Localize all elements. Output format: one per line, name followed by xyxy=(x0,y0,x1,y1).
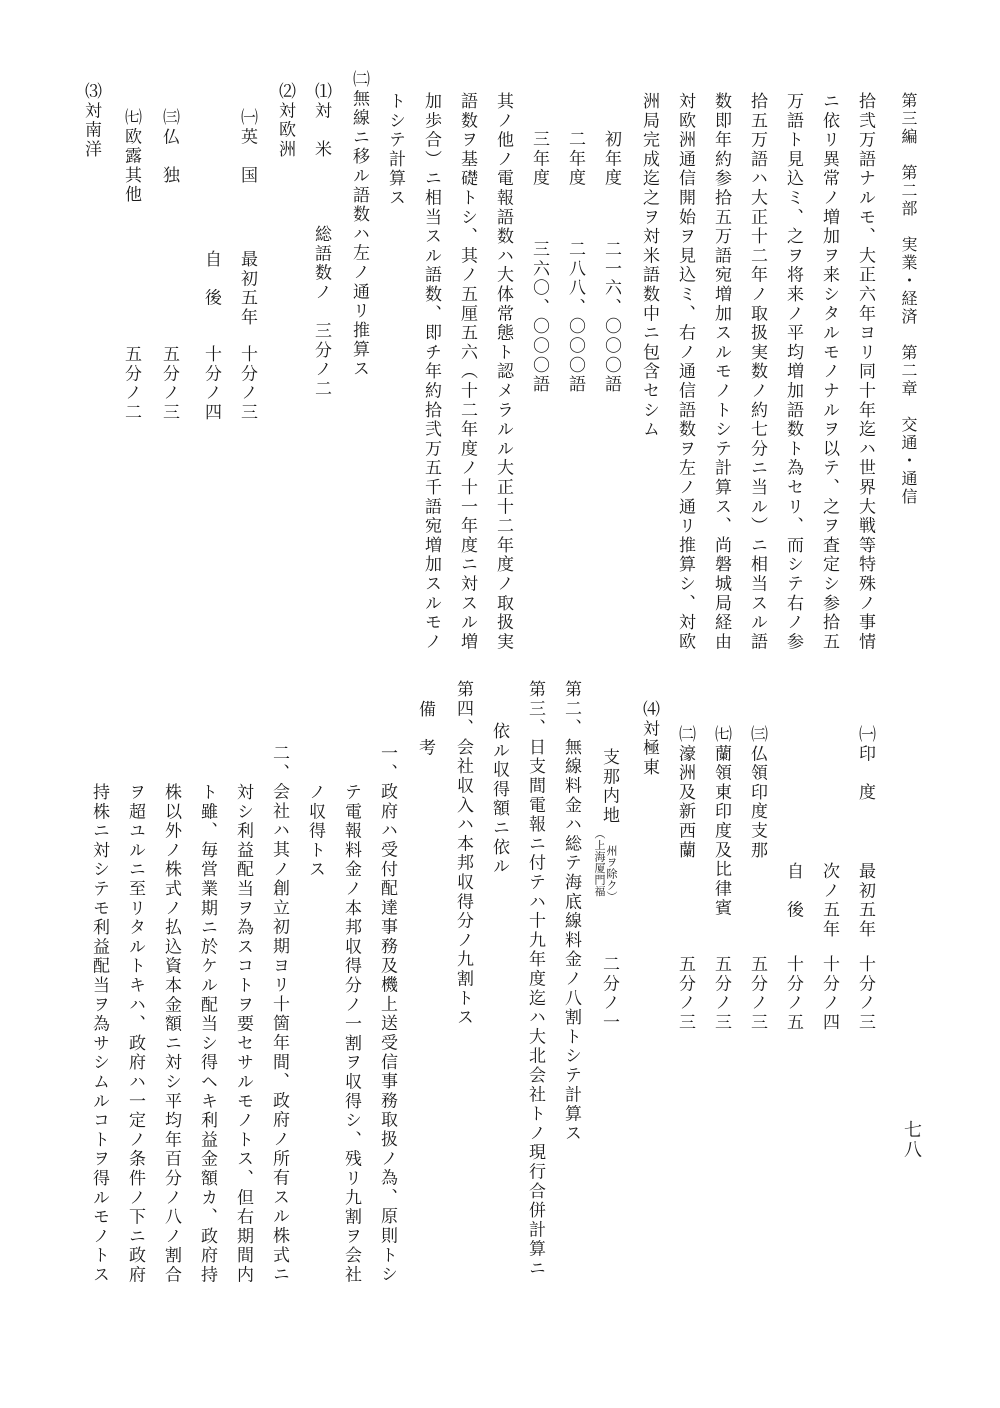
india-after: 自 後 xyxy=(783,862,803,920)
item-line: 依ル収得額ニ依ル xyxy=(489,722,509,877)
note-line: ノ収得トス xyxy=(305,783,325,880)
fr-de-value: 五分ノ三 xyxy=(159,345,179,423)
note-line: 一、政府ハ受付配達事務及機上送受信事務取扱ノ為、原則トシ xyxy=(377,744,397,1285)
note-line: 二、会社ハ其ノ創立初期ヨリ十箇年間、政府ノ所有スル株式ニ xyxy=(269,744,289,1285)
uk-after: 自 後 xyxy=(201,250,221,308)
item-line: 第四、会社収入ハ本邦収得分ノ九割トス xyxy=(453,680,473,1028)
australia-value: 五分ノ三 xyxy=(675,955,695,1033)
page-number: 七八 xyxy=(901,1120,922,1160)
dutch-indies-label: ㈦蘭領東印度及比律賓 xyxy=(711,725,731,918)
us-label: ⑴対 米 xyxy=(311,82,331,160)
item-line: 第三、日支間電報ニ付テハ十九年度迄ハ大北会社トノ現行合併計算ニ xyxy=(525,680,545,1279)
india-next-value: 十分ノ四 xyxy=(819,955,839,1033)
year-value: 二一六、〇〇〇語 xyxy=(601,240,621,395)
note-line: 対シ利益配当ヲ為スコトヲ要セサルモノトス、但右期間内 xyxy=(233,783,253,1285)
section-heading: ㈡無線ニ移ル語数ハ左ノ通リ推算ス xyxy=(349,70,369,379)
eu-other-label: ㈦欧露其他 xyxy=(121,108,141,205)
china-value: 二分ノ一 xyxy=(599,955,619,1033)
note-line: 持株ニ対シテモ利益配当ヲ為サシムルコトヲ得ルモノトス xyxy=(89,783,109,1285)
fr-india-value: 五分ノ三 xyxy=(747,955,767,1033)
fr-de-label: ㈢仏 独 xyxy=(159,108,179,186)
europe-label: ⑵対欧洲 xyxy=(275,82,295,160)
dutch-indies-value: 五分ノ三 xyxy=(711,955,731,1033)
note-line: 株以外ノ株式ノ払込資本金額ニ対シ平均年百分ノ八ノ割合 xyxy=(161,783,181,1285)
far-east-label: ⑷対極東 xyxy=(639,700,659,778)
para1-line: 拾弐万語ナルモ、大正六年ヨリ同十年迄ハ世界大戦等特殊ノ事情 xyxy=(855,92,875,652)
note-line: ト雖、毎営業期ニ於ケル配当シ得ヘキ利益金額カ、政府持 xyxy=(197,783,217,1285)
para2-line: トシテ計算ス xyxy=(385,92,405,208)
china-note-b: 州ヲ除ク） xyxy=(605,845,618,903)
para2-line: 語数ヲ基礎トシ、其ノ五厘五六（十二年度ノ十一年度ニ対スル増 xyxy=(457,92,477,652)
notes-heading: 備 考 xyxy=(415,700,435,758)
para2-line: 其ノ他ノ電報語数ハ大体常態ト認メラルル大正十二年度ノ取扱実 xyxy=(493,92,513,652)
year-value: 三六〇、〇〇〇語 xyxy=(529,240,549,395)
india-next: 次ノ五年 xyxy=(819,862,839,940)
india-after-value: 十分ノ五 xyxy=(783,955,803,1033)
uk-after-value: 十分ノ四 xyxy=(201,345,221,423)
south-seas-label: ⑶対南洋 xyxy=(81,82,101,160)
para1-line: 拾五万語ハ大正十二年ノ取扱実数ノ約七分ニ当ル）ニ相当スル語 xyxy=(747,92,767,652)
para1-line: 洲局完成迄之ヲ対米語数中ニ包含セシム xyxy=(639,92,659,440)
year-value: 二八八、〇〇〇語 xyxy=(565,240,585,395)
para1-line: 万語ト見込ミ、之ヲ将来ノ平均増加語数ト為セリ、而シテ右ノ参 xyxy=(783,92,803,652)
uk-first: 最初五年 xyxy=(237,250,257,328)
china-note: （上海厦門福 xyxy=(593,828,606,897)
para1-line: 対欧洲通信開始ヲ見込ミ、右ノ通信語数ヲ左ノ通リ推算シ、対欧 xyxy=(675,92,695,652)
running-head: 第三編 第二部 実業・経済 第二章 交通・通信 xyxy=(899,92,918,506)
india-label: ㈠印 度 xyxy=(855,725,875,803)
us-text: 総語数ノ 三分ノ二 xyxy=(311,225,331,399)
para2-line: 加歩合）ニ相当スル語数、即チ年約拾弐万五千語宛増加スルモノ xyxy=(421,92,441,652)
year-label: 二年度 xyxy=(565,130,585,188)
china-note-2: 州ヲ除ク xyxy=(605,845,618,891)
year-label: 三年度 xyxy=(529,130,549,188)
india-first-value: 十分ノ三 xyxy=(855,955,875,1033)
fr-india-label: ㈢仏領印度支那 xyxy=(747,725,767,861)
uk-first-value: 十分ノ三 xyxy=(237,345,257,423)
eu-other-value: 五分ノ二 xyxy=(121,345,141,423)
china-note-1: 上海厦門福 xyxy=(593,839,606,897)
note-line: テ電報料金ノ本邦収得分ノ一割ヲ収得シ、残リ九割ヲ会社 xyxy=(341,783,361,1285)
para1-line: 数即年約参拾五万語宛増加スルモノトシテ計算ス、尚磐城局経由 xyxy=(711,92,731,652)
uk-label: ㈠英 国 xyxy=(237,108,257,186)
para1-line: ニ依リ異常ノ増加ヲ来シタルモノナルヲ以テ、之ヲ査定シ参拾五 xyxy=(819,92,839,652)
year-label: 初年度 xyxy=(601,130,621,188)
item-line: 第二、無線料金ハ総テ海底線料金ノ八割トシテ計算ス xyxy=(561,680,581,1144)
india-first: 最初五年 xyxy=(855,862,875,940)
china-label: 支那内地 xyxy=(599,748,619,826)
australia-label: ㈡濠洲及新西蘭 xyxy=(675,725,695,861)
note-line: ヲ超ユルニ至リタルトキハ、政府ハ一定ノ条件ノ下ニ政府 xyxy=(125,783,145,1285)
